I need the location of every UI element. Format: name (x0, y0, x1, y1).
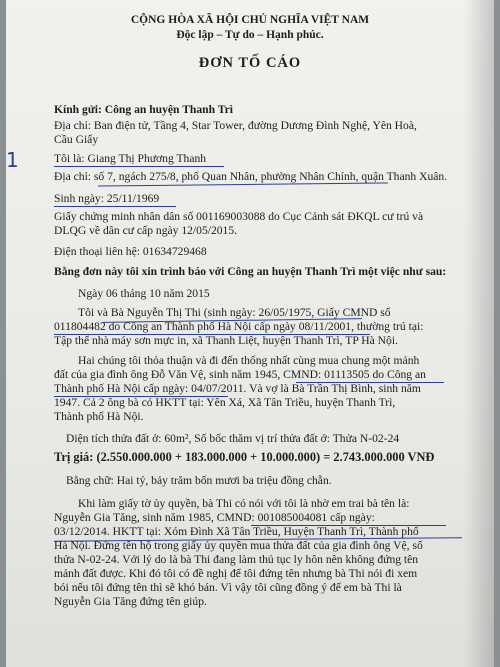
report-intro: Bằng đơn này tôi xin trình báo với Công an huyện Thanh Trì một việc như sau: (54, 265, 447, 278)
event-date: Ngày 06 tháng 10 năm 2015 (78, 287, 210, 300)
paragraph-2-line-3: Thành phố Hà Nội cấp ngày: 04/07/2011. Và vợ là Bà Trần Thị Bình, sinh năm (54, 382, 421, 395)
phone-line: Điện thoại liên hệ: 01634729468 (54, 245, 207, 258)
national-title: CỘNG HÒA XÃ HỘI CHỦ NGHĨA VIỆT NAM (130, 14, 370, 26)
paragraph-2-line-5: Thành phố Hà Nội. (54, 410, 144, 423)
land-area-line: Diện tích thửa đất ở: 60m², Số bốc thăm vị trí thửa đất ở: Thửa N-02-24 (66, 432, 400, 445)
paragraph-1-line-2: 011804482 do Công an Thành phố Hà Nội cấp ngày 08/11/2001, thường trú tại: (54, 320, 424, 333)
paragraph-1-line-3: Tập thể nhà máy sơn mực in, xã Thanh Liệt, huyện Thanh Trì, TP Hà Nội. (54, 334, 398, 347)
id-card-line-1: Giấy chứng minh nhân dân số 001169003088 do Cục Cảnh sát ĐKQL cư trú và (54, 210, 424, 223)
recipient-address-2: Cầu Giấy (54, 133, 99, 146)
complainant-address: Địa chỉ: số 7, ngách 275/8, phố Quan Nhân, phường Nhân Chính, quận Thanh Xuân. (54, 170, 448, 183)
paragraph-2-line-2: đất của gia đình ông Đỗ Văn Vệ, sinh năm 1945, CMND: 01113505 do Công an (54, 368, 426, 381)
complainant-birthdate: Sinh ngày: 25/11/1969 (54, 192, 160, 205)
national-motto: Độc lập – Tự do – Hạnh phúc. (176, 29, 324, 41)
pen-underline-birthdate (54, 206, 176, 207)
pen-underline-tang-id (251, 525, 446, 526)
pen-underline-address (98, 182, 388, 186)
pen-underline-name (54, 166, 224, 167)
id-card-line-2: DLQG về dân cư cấp ngày 12/05/2015. (54, 224, 238, 237)
paragraph-3-line-5: thửa N-02-24. Với lý do là bà Thi đang làm thủ tục ly hôn nên không đứng tên (54, 553, 419, 566)
paragraph-3-line-4: Hà Nội. Đứng tên hộ trong giấy ủy quyền mua thửa đất của gia đình ông Vệ, số (54, 539, 423, 552)
document-page (6, 0, 494, 667)
page-shadow (464, 0, 494, 667)
recipient-line: Kính gửi: Công an huyện Thanh Trì (54, 103, 234, 116)
paragraph-3-line-8: Nguyễn Gia Tăng đứng tên giúp. (54, 595, 207, 608)
recipient-address-1: Địa chỉ: Ban điện tử, Tầng 4, Star Tower, đường Dương Đình Nghệ, Yên Hoà, (54, 119, 417, 132)
paragraph-1-line-1: Tôi và Bà Nguyễn Thị Thi (sinh ngày: 26/05/1975, Giấy CMND số (78, 306, 391, 319)
document-title: ĐƠN TỐ CÁO (198, 55, 302, 71)
paragraph-3-line-3: 03/12/2014. HKTT tại: Xóm Đình Xã Tân Triều, Huyện Thanh Trì, Thành phố (54, 525, 419, 538)
paragraph-3-line-2: Nguyễn Gia Tăng, sinh năm 1985, CMND: 001085004081 cấp ngày: (54, 511, 375, 524)
pen-underline-thi-id (54, 334, 370, 335)
paragraph-2-line-4: 1947. Cả 2 ông bà có HKTT tại: Yên Xá, Xã Tân Triều, huyện Thanh Trì, (54, 396, 396, 409)
paragraph-2-line-1: Hai chúng tôi thỏa thuận và đi đến thống nhất cùng mua chung một mảnh (78, 354, 420, 367)
paragraph-3-line-6: mảnh đất được. Khi đó tôi có đề nghị để tôi đứng tên nhưng bà Thi nói đi xem (54, 567, 418, 580)
complainant-name: Tôi là: Giang Thị Phương Thanh (54, 152, 207, 165)
paragraph-3-line-1: Khi làm giấy tờ ủy quyền, bà Thi có nói với tôi là nhờ em trai bà tên là: (78, 497, 410, 510)
margin-mark: 1 (6, 148, 19, 172)
value-in-words: Bằng chữ: Hai tỷ, bảy trăm bốn mươi ba triệu đồng chẵn. (66, 474, 332, 487)
pen-underline-ve-id (296, 382, 444, 383)
pen-underline-ve-date (54, 396, 228, 397)
land-value-line: Trị giá: (2.550.000.000 + 183.000.000 + 10.000.000) = 2.743.000.000 VNĐ (54, 450, 435, 464)
paragraph-3-line-7: bói nếu tôi đứng tên thì sẽ khó bán. Vì vậy tôi cũng đồng ý để em bà Thi là (54, 581, 402, 594)
